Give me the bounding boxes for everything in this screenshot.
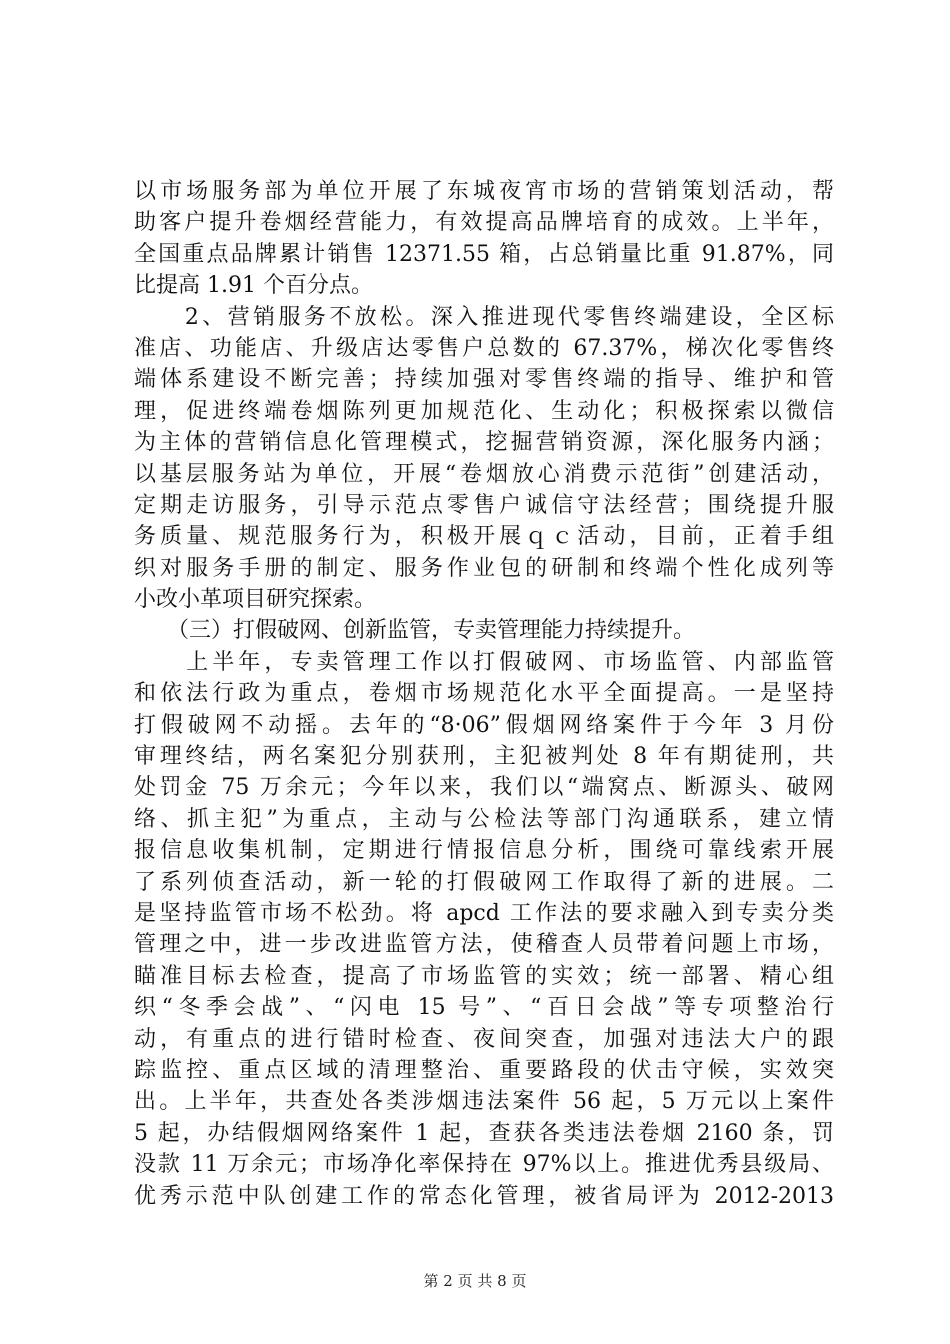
text-line: 审理终结，两名案犯分别获刑，主犯被判处 8 年有期徒刑，共 [134, 744, 834, 770]
text-line: 出。上半年，共查处各类涉烟违法案件 56 起，5 万元以上案件 [134, 1089, 834, 1115]
text-line: 和依法行政为重点，卷烟市场规范化水平全面提高。一是坚持 [134, 681, 834, 707]
text-line: 准店、功能店、升级店达零售户总数的 67.37%，梯次化零售终 [134, 335, 834, 361]
text-line: 是坚持监管市场不松劲。将 apcd 工作法的要求融入到专卖分类 [134, 900, 834, 926]
text-line: 5 起，办结假烟网络案件 1 起，查获各类违法卷烟 2160 条，罚 [134, 1120, 834, 1146]
page-footer: 第 2 页 共 8 页 [423, 1272, 527, 1290]
text-line: 小改小革项目研究探索。 [134, 587, 377, 613]
text-line: 瞄准目标去检查，提高了市场监管的实效；统一部署、精心组 [134, 963, 834, 989]
text-line: 管理之中，进一步改进监管方法，使稽查人员带着问题上市场， [134, 932, 834, 958]
text-line: 报信息收集机制，定期进行情报信息分析，围绕可靠线索开展 [134, 838, 834, 864]
text-line: 织“冬季会战”、“闪电 15 号”、“百日会战”等专项整治行 [134, 995, 834, 1021]
text-line: 打假破网不动摇。去年的“8·06”假烟网络案件于今年 3 月份 [134, 712, 834, 738]
text-line: 踪监控、重点区域的清理整治、重要路段的伏击守候，实效突 [134, 1057, 834, 1083]
text-line: 上半年，专卖管理工作以打假破网、市场监管、内部监管 [134, 649, 834, 675]
text-line: 没款 11 万余元；市场净化率保持在 97%以上。推进优秀县级局、 [134, 1152, 834, 1178]
text-line: 织对服务手册的制定、服务作业包的研制和终端个性化成列等 [134, 555, 834, 581]
text-line: 为主体的营销信息化管理模式，挖掘营销资源，深化服务内涵； [134, 430, 834, 456]
text-line: （三）打假破网、创新监管，专卖管理能力持续提升。 [134, 618, 696, 644]
text-line: 助客户提升卷烟经营能力，有效提高品牌培育的成效。上半年， [134, 210, 834, 236]
body-text [134, 176, 834, 1212]
text-line: 动，有重点的进行错时检查、夜间突查，加强对违法大户的跟 [134, 1026, 834, 1052]
text-line: 络、抓主犯”为重点，主动与公检法等部门沟通联系，建立情 [134, 806, 834, 832]
text-line: 比提高 1.91 个百分点。 [134, 273, 373, 299]
text-line: 2、营销服务不放松。深入推进现代零售终端建设，全区标 [134, 304, 834, 330]
text-line: 以基层服务站为单位，开展“卷烟放心消费示范街”创建活动， [134, 461, 834, 487]
text-line: 了系列侦查活动，新一轮的打假破网工作取得了新的进展。二 [134, 869, 834, 895]
text-line: 优秀示范中队创建工作的常态化管理，被省局评为 2012-2013 [134, 1183, 834, 1209]
text-line: 以市场服务部为单位开展了东城夜宵市场的营销策划活动，帮 [134, 179, 834, 204]
text-line: 理，促进终端卷烟陈列更加规范化、生动化；积极探索以微信 [134, 398, 834, 424]
text-line: 务质量、规范服务行为，积极开展ｑｃ活动，目前，正着手组 [134, 524, 834, 550]
text-line: 端体系建设不断完善；持续加强对零售终端的指导、维护和管 [134, 367, 834, 393]
text-line: 全国重点品牌累计销售 12371.55 箱，占总销量比重 91.87%，同 [134, 241, 834, 267]
text-line: 处罚金 75 万余元；今年以来，我们以“端窝点、断源头、破网 [134, 775, 834, 801]
text-line: 定期走访服务，引导示范点零售户诚信守法经营；围绕提升服 [134, 492, 834, 518]
